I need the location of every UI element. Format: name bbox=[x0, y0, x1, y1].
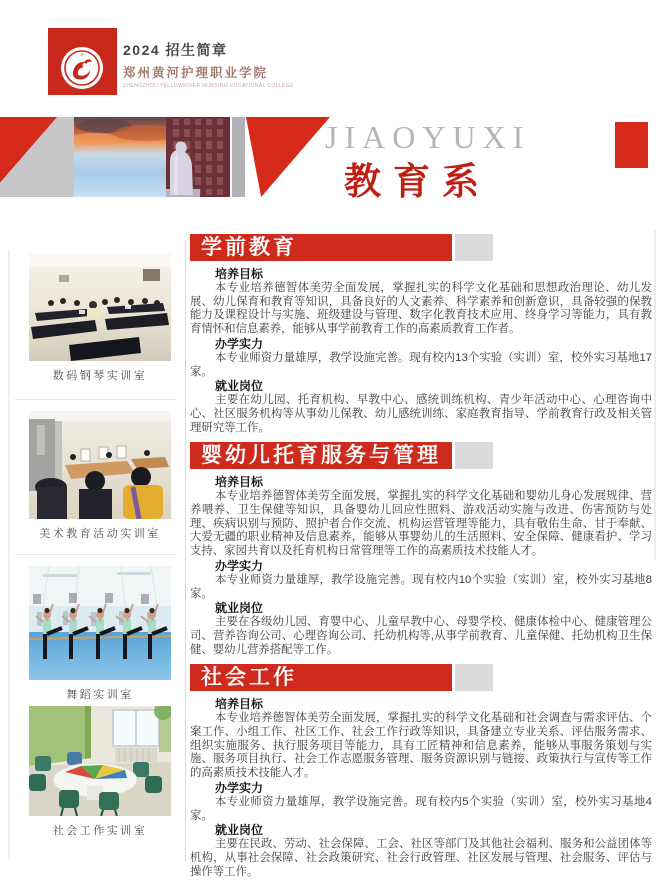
strength-text: 本专业师资力量雄厚，教学设施完善。现有校内13个实验（实训）室，校外实习基地17家。 bbox=[190, 351, 652, 378]
section-title-tail bbox=[455, 442, 493, 469]
photo-card bbox=[15, 706, 185, 838]
subsection-label-strength: 办学实力 bbox=[215, 558, 264, 573]
main-content bbox=[190, 234, 652, 886]
section-infant-care bbox=[190, 442, 652, 657]
social-work-room-photo bbox=[29, 706, 171, 816]
section-title-tail bbox=[455, 664, 493, 691]
department-title: 教育系 bbox=[344, 161, 491, 202]
section-title: 婴幼儿托育服务与管理 bbox=[201, 444, 441, 468]
logo-block bbox=[48, 28, 117, 95]
page-left-edge bbox=[8, 250, 10, 860]
brochure-year-title: 2024 招生简章 bbox=[123, 42, 228, 58]
sidebar-divider bbox=[15, 399, 177, 400]
section-title: 学前教育 bbox=[201, 236, 297, 259]
department-banner bbox=[0, 117, 661, 202]
dance-studio-photo bbox=[29, 566, 171, 680]
strength-text: 本专业师资力量雄厚，教学设施完善。现有校内10个实验（实训）室，校外实习基地8家。 bbox=[190, 573, 652, 600]
column-divider bbox=[185, 240, 186, 862]
subsection-label-jobs: 就业岗位 bbox=[215, 601, 264, 616]
photo-caption: 美术教育活动实训室 bbox=[39, 528, 161, 540]
photo-card bbox=[15, 253, 185, 383]
goal-text: 本专业培养德智体美劳全面发展，掌握扎实的科学文化基础和社会调查与需求评估、个案工作、小组工作、社区工作、社会工作行政等知识，具备建立专业关系、评估服务需求、组织实施服务、执行服务项目等能力，具有工匠精神和信息素养，能够从事服务策划与实施、服务项目执行、社会工作志愿服务管理、服务资源识别与链接、政策执行与宣传等工作的高素质技术技能人才。 bbox=[190, 712, 652, 780]
campus-statue-photo bbox=[74, 117, 230, 197]
subsection-label-goal: 培养目标 bbox=[215, 475, 264, 490]
school-emblem-icon bbox=[60, 46, 104, 90]
section-preschool-education bbox=[190, 234, 652, 435]
section-title-bar bbox=[190, 442, 452, 469]
subsection-label-strength: 办学实力 bbox=[215, 780, 264, 795]
subsection-label-goal: 培养目标 bbox=[215, 267, 264, 281]
page-header bbox=[123, 40, 294, 89]
goal-text: 本专业培养德智体美劳全面发展，掌握扎实的科学文化基础和思想政治理论、幼儿发展、幼儿保育和教育等知识，具备良好的人文素养、科学素养和创新意识，具备较强的保教能力及课程设计与实施、班级建设与管理、数字化教育技术应用、终身学习等能力，具有教育情怀和信息素养，能够从事学前教育工作的高素质教育工作者。 bbox=[190, 282, 652, 336]
jobs-text: 主要在幼儿园、托育机构、早教中心、感统训练机构、青少年活动中心、心理咨询中心、社区服务机构等从事幼儿保教、幼儿感统训练、家庭教育指导、学前教育行政及相关管理研究等工作。 bbox=[190, 394, 652, 434]
gray-strip-decoration bbox=[232, 117, 245, 197]
section-title-bar bbox=[190, 234, 452, 261]
photo-card bbox=[15, 411, 185, 541]
subsection-label-strength: 办学实力 bbox=[215, 336, 264, 351]
section-title-tail bbox=[455, 234, 493, 261]
corner-triangle-decoration bbox=[0, 117, 74, 197]
jobs-text: 主要在各级幼儿园、育婴中心、儿童早教中心、母婴学校、健康体检中心、健康管理公司、营养咨询公司、心理咨询公司、托幼机构等,从事学前教育、儿童保健、托幼机构卫生保健、婴幼儿营养搭配等工作。 bbox=[190, 616, 652, 656]
photo-caption: 舞蹈实训室 bbox=[66, 689, 134, 701]
section-title: 社会工作 bbox=[201, 666, 297, 690]
school-name-english: ZHENGZHOU YELLOWRIVER NURSING VOCATIONAL COLLEGE bbox=[123, 83, 294, 89]
department-pinyin: JIAOYUXI bbox=[325, 119, 531, 155]
photo-caption: 数码钢琴实训室 bbox=[52, 370, 148, 382]
strength-text: 本专业师资力量雄厚，教学设施完善。现有校内5个实验（实训）室，校外实习基地4家。 bbox=[190, 795, 652, 822]
digital-piano-room-photo bbox=[29, 253, 171, 361]
subsection-label-jobs: 就业岗位 bbox=[215, 379, 264, 394]
sidebar-divider bbox=[15, 554, 177, 555]
goal-text: 本专业培养德智体美劳全面发展，掌握扎实的科学文化基础和婴幼儿身心发展规律、营养喂养、卫生保健等知识，具备婴幼儿回应性照料、游戏活动实施与改进、伤害预防与处理、疾病识别与预防、照护者合作交流、机构运营管理等能力，具有敬佑生命、甘于奉献、大爱无疆的职业精神及信息素养，能够从事婴幼儿的生活照料、安全保障、健康看护、学习支持、家园共育以及托育机构日常管理等工作的高素质技术技能人才。 bbox=[190, 490, 652, 558]
photo-card bbox=[15, 566, 185, 702]
section-social-work bbox=[190, 664, 652, 879]
art-education-room-photo bbox=[29, 411, 171, 519]
red-square-decoration bbox=[615, 122, 648, 168]
section-title-bar bbox=[190, 664, 452, 691]
red-triangle-decoration bbox=[246, 117, 330, 197]
photo-caption: 社会工作实训室 bbox=[52, 825, 148, 837]
jobs-text: 主要在民政、劳动、社会保障、工会、社区等部门及其他社会福利、服务和公益团体等机构，从事社会保障、社会政策研究、社会行政管理、社区发展与管理、社会服务、评估与操作等工作。 bbox=[190, 838, 652, 878]
school-name: 郑州黄河护理职业学院 bbox=[123, 66, 269, 80]
subsection-label-goal: 培养目标 bbox=[215, 697, 264, 712]
page-right-edge bbox=[654, 230, 656, 560]
subsection-label-jobs: 就业岗位 bbox=[215, 823, 264, 838]
